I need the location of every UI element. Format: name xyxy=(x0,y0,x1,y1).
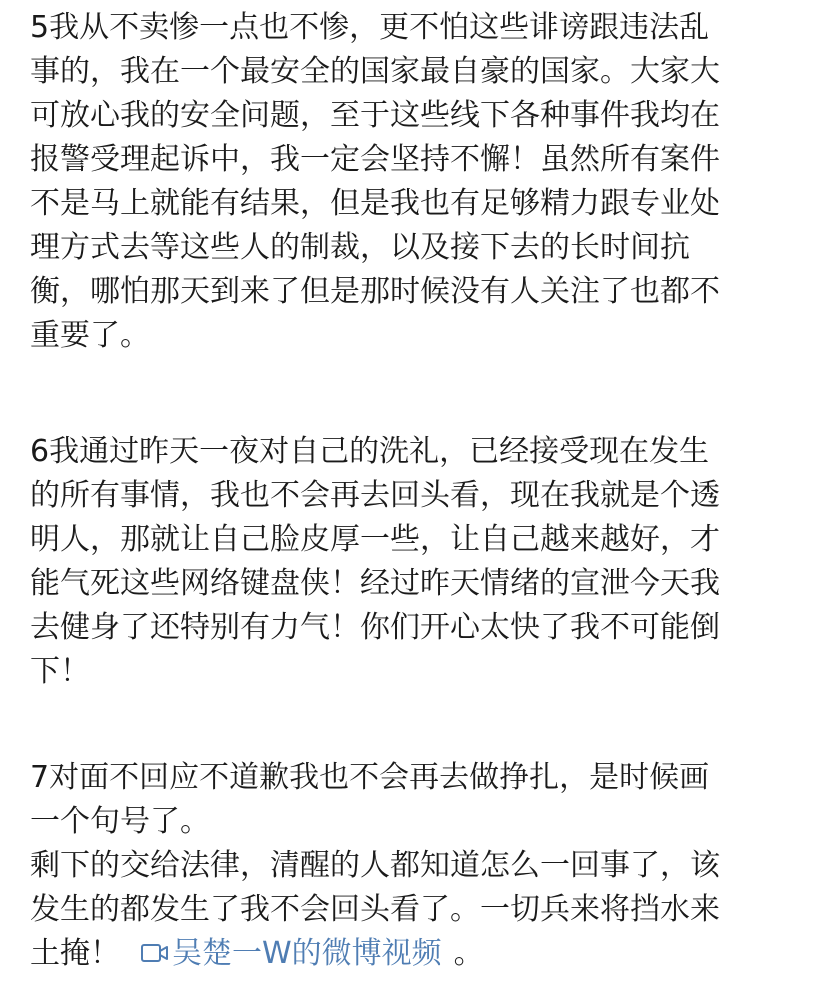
paragraph-7-line-2: 一个句号了。 xyxy=(30,804,210,839)
paragraph-7-line-5-suffix: 。 xyxy=(453,936,484,971)
weibo-video-link-label[interactable]: 吴楚一W的微博视频 xyxy=(172,936,442,971)
paragraph-5-line-7: 衡，哪怕那天到来了但是那时候没有人关注了也都不 xyxy=(30,274,720,309)
paragraph-7-line-5 xyxy=(30,932,484,976)
paragraph-6-line-2: 的所有事情，我也不会再去回头看，现在我就是个透 xyxy=(30,478,720,513)
paragraph-6-line-4: 能气死这些网络键盘侠！经过昨天情绪的宣泄今天我 xyxy=(30,566,720,601)
paragraph-6-line-1: 6我通过昨天一夜对自己的洗礼，已经接受现在发生 xyxy=(30,434,710,469)
paragraph-7-line-4: 发生的都发生了我不会回头看了。一切兵来将挡水来 xyxy=(30,892,720,927)
paragraph-5-line-5: 不是马上就能有结果，但是我也有足够精力跟专业处 xyxy=(30,186,720,221)
paragraph-6-line-3: 明人，那就让自己脸皮厚一些，让自己越来越好，才 xyxy=(30,522,720,557)
paragraph-5-line-3: 可放心我的安全问题，至于这些线下各种事件我均在 xyxy=(30,98,720,133)
paragraph-6-line-5: 去健身了还特别有力气！你们开心太快了我不可能倒 xyxy=(30,610,720,645)
paragraph-5-line-1: 5我从不卖惨一点也不惨，更不怕这些诽谤跟违法乱 xyxy=(30,10,710,45)
paragraph-5-line-8: 重要了。 xyxy=(30,318,150,353)
paragraph-5-line-6: 理方式去等这些人的制裁，以及接下去的长时间抗 xyxy=(30,230,690,265)
paragraph-5-line-2: 事的，我在一个最安全的国家最自豪的国家。大家大 xyxy=(30,54,720,89)
video-icon xyxy=(140,940,170,966)
paragraph-7-line-1: 7对面不回应不道歉我也不会再去做挣扎，是时候画 xyxy=(30,760,710,795)
paragraph-7-line-5-prefix: 土掩！ xyxy=(30,936,120,971)
paragraph-7-line-3: 剩下的交给法律，清醒的人都知道怎么一回事了，该 xyxy=(30,848,720,883)
paragraph-5-line-4: 报警受理起诉中，我一定会坚持不懈！虽然所有案件 xyxy=(30,142,720,177)
paragraph-6-line-6: 下！ xyxy=(30,654,90,689)
weibo-video-link[interactable] xyxy=(140,936,442,971)
